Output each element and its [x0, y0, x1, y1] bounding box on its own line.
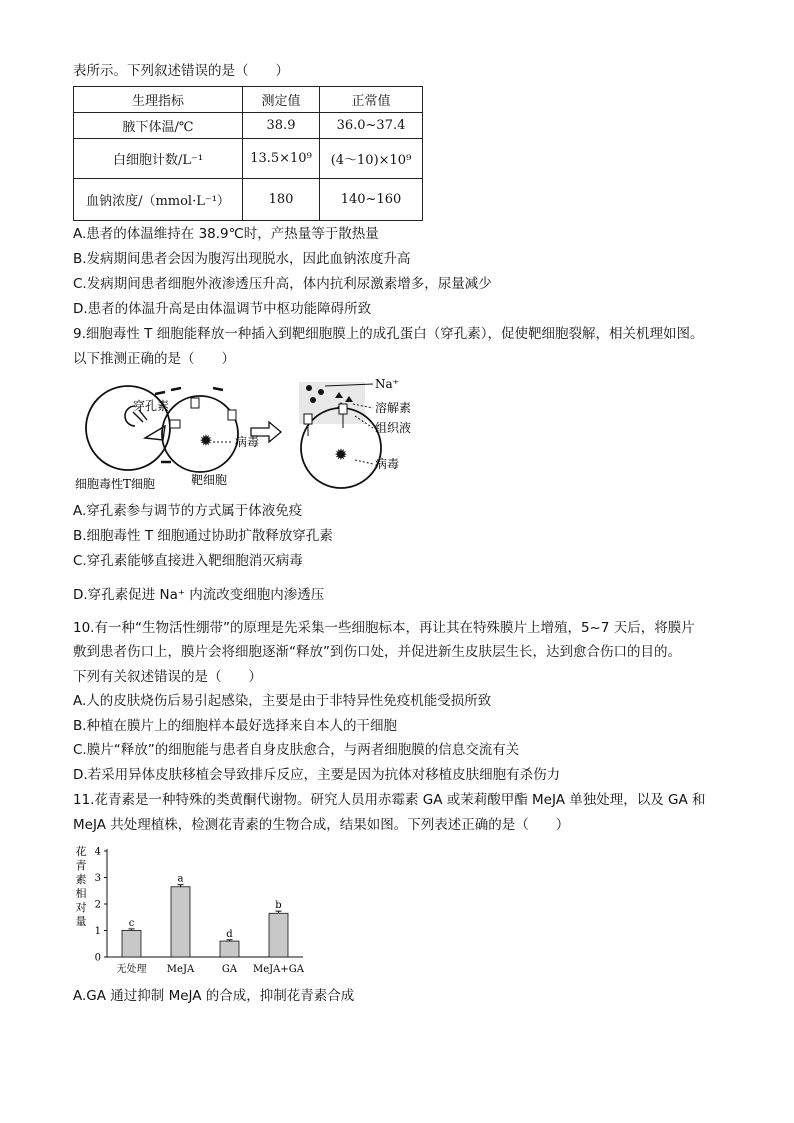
svg-text:素: 素: [75, 873, 87, 886]
label-virus-1: 病毒: [235, 435, 260, 449]
q10-option-c: C.膜片“释放”的细胞能与患者自身皮肤愈合，与两者细胞膜的信息交流有关: [73, 742, 520, 758]
q10-option-b: B.种植在膜片上的细胞样本最好选择来自本人的干细胞: [73, 718, 398, 734]
q8-option-b: B.发病期间患者会因为腹泻出现脱水，因此血钠浓度升高: [73, 251, 411, 267]
svg-text:青: 青: [75, 859, 87, 872]
table-header-cell: 正常值: [320, 87, 423, 113]
q10-stem-line: 下列有关叙述错误的是（ ）: [73, 669, 262, 685]
table-header-cell: 测定值: [243, 87, 320, 113]
table-cell: 38.9: [243, 113, 320, 139]
table-header-row: [74, 87, 423, 113]
table-cell: 180: [243, 179, 320, 221]
q10-stem-line: 敷到患者伤口上，膜片会将细胞逐渐“释放”到伤口处，并促进新生皮肤层生长，达到愈合伤口的目的。: [73, 644, 681, 660]
y-tick-label: 1: [94, 926, 101, 937]
x-tick-label: MeJA: [166, 964, 195, 975]
y-tick-label: 2: [94, 899, 101, 911]
q11-stem-line: 11.花青素是一种特殊的类黄酮代谢物。研究人员用赤霉素 GA 或茉莉酸甲酯 MeJA 单独处理，以及 GA 和: [73, 792, 706, 808]
table-cell: 白细胞计数/L⁻¹: [74, 139, 243, 179]
perforin-pore-icon: [304, 414, 312, 424]
label-lysozyme: 溶解素: [375, 401, 412, 415]
table-cell: 36.0~37.4: [320, 113, 423, 139]
q11-anthocyanin-bar-chart: [73, 843, 313, 983]
q8-stem-tail: 表所示。下列叙述错误的是（ ）: [73, 63, 289, 79]
bar: [171, 887, 190, 957]
label-virus-2: 病毒: [375, 457, 400, 471]
q10-option-a: A.人的皮肤烧伤后易引起感染，主要是由于非特异性免疫机能受损所致: [73, 693, 492, 709]
table-cell: (4～10)×10⁹: [320, 139, 423, 179]
q9-option-c: C.穿孔素能够直接进入靶细胞消灭病毒: [73, 553, 303, 569]
y-tick-label: 4: [94, 846, 101, 858]
significance-label: d: [226, 928, 233, 940]
bar: [122, 931, 141, 958]
virus-icon: ✹: [199, 431, 213, 450]
q11-option-a: A.GA 通过抑制 MeJA 的合成，抑制花青素合成: [73, 988, 355, 1004]
table-header-cell: 生理指标: [74, 87, 243, 113]
table-cell: 140~160: [320, 179, 423, 221]
q8-option-c: C.发病期间患者细胞外液渗透压升高，体内抗利尿激素增多，尿量减少: [73, 276, 492, 292]
significance-label: c: [128, 917, 135, 929]
label-na: Na⁺: [375, 377, 399, 391]
q8-option-a: A.患者的体温维持在 38.9℃时，产热量等于散热量: [73, 226, 379, 242]
y-tick-label: 3: [94, 873, 101, 884]
y-axis-label: [76, 844, 87, 928]
label-t-cell: 细胞毒性T细胞: [75, 477, 156, 491]
q9-option-b: B.细胞毒性 T 细胞通过协助扩散释放穿孔素: [73, 528, 333, 544]
table-row: [74, 139, 423, 179]
y-tick-label: 0: [94, 952, 101, 964]
x-tick-label: 无处理: [116, 964, 147, 975]
label-target-cell: 靶细胞: [191, 473, 228, 487]
q9-perforin-figure: [73, 376, 418, 494]
q9-stem-line: 9.细胞毒性 T 细胞能释放一种插入到靶细胞膜上的成孔蛋白（穿孔素），促使靶细胞裂解，相关机理如图。: [73, 326, 704, 342]
svg-text:量: 量: [75, 915, 87, 928]
significance-label: b: [275, 900, 282, 912]
table-cell: 腋下体温/℃: [74, 113, 243, 139]
q8-option-d: D.患者的体温升高是由体温调节中枢功能障碍所致: [73, 301, 372, 317]
q9-option-a: A.穿孔素参与调节的方式属于体液免疫: [73, 503, 303, 519]
table-cell: 13.5×10⁹: [243, 139, 320, 179]
table-row: [74, 113, 423, 139]
q11-stem-line: MeJA 共处理植株，检测花青素的生物合成，结果如图。下列表述正确的是（ ）: [73, 817, 570, 833]
q9-stem-line: 以下推测正确的是（ ）: [73, 351, 235, 367]
svg-text:对: 对: [75, 901, 87, 914]
perforin-pore-icon: [228, 410, 236, 420]
table-cell: 血钠浓度/（mmol·L⁻¹）: [74, 179, 243, 221]
table-row: [74, 179, 423, 221]
svg-text:相: 相: [75, 887, 87, 900]
x-tick-label: MeJA+GA: [253, 964, 304, 975]
label-tissue-fluid: 组织液: [375, 421, 412, 435]
perforin-pore-icon: [170, 420, 180, 428]
x-tick-label: GA: [221, 964, 238, 975]
perforin-pore-icon: [191, 398, 199, 408]
significance-label: a: [177, 873, 184, 885]
q10-stem-line: 10.有一种“生物活性绷带”的原理是先采集一些细胞标本，再让其在特殊膜片上增殖，5~7 天后，将膜片: [73, 620, 695, 636]
label-perforin: 穿孔素: [133, 399, 170, 413]
svg-text:花: 花: [75, 845, 87, 858]
virus-icon: ✹: [334, 445, 348, 464]
perforin-pore-icon: [339, 404, 347, 414]
q10-option-d: D.若采用异体皮肤移植会导致排斥反应，主要是因为抗体对移植皮肤细胞有杀伤力: [73, 767, 561, 783]
bar: [269, 913, 288, 957]
q8-data-table: [73, 86, 423, 221]
bar: [220, 941, 239, 957]
q9-option-d: D.穿孔素促进 Na⁺ 内流改变细胞内渗透压: [73, 587, 325, 603]
